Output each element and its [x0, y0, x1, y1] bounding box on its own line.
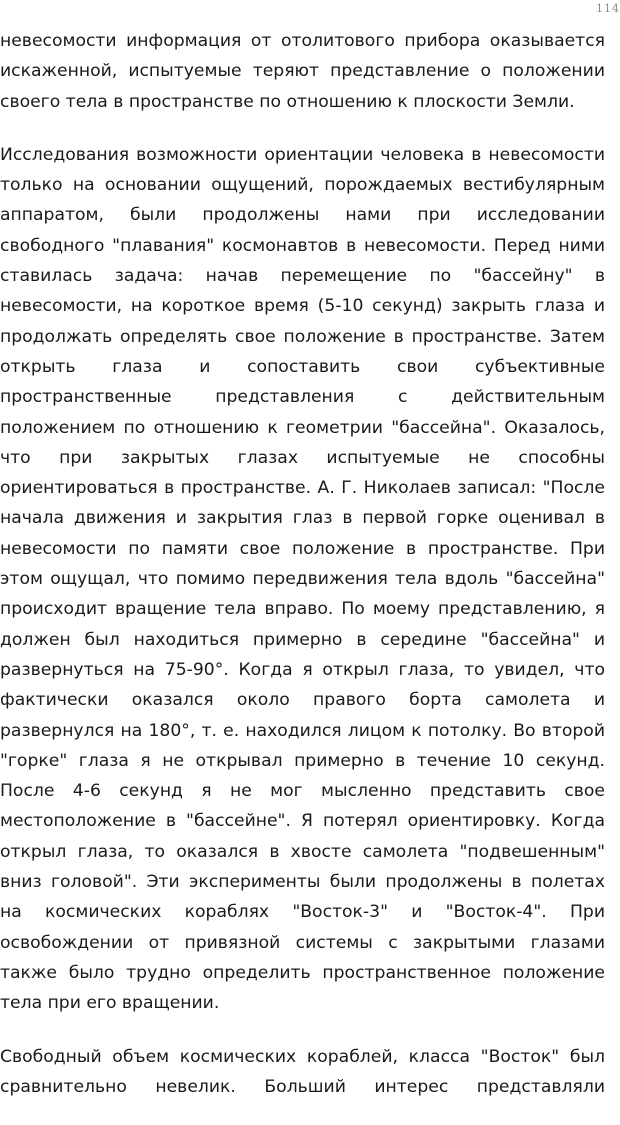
paragraph-vostok-volume: Свободный объем космических кораблей, класса "Восток" был сравнительно невелик. Больший интерес представляли — [0, 1046, 605, 1097]
page-number: 114 — [596, 2, 620, 15]
paragraph-experiments: Исследования возможности ориентации человека в невесомости только на основании ощущений, порождаемых вестибулярным аппаратом, были продолжены нами при исследовании свободного "плавания" космонавтов в невесомости. Перед ними ставилась задача: начав перемещение по "бассейну" в невесомости, на короткое время (5-10 секунд) закрыть глаза и продолжать определять свое положение в пространстве. Затем открыть глаза и сопоставить свои субъективные пространственные представления с действительным положением по отношению к геометрии "бассейна". Оказалось, что при закрытых глазах испытуемые не способны ориентироваться в пространстве. А. Г. Николаев записал: "После начала движения и закрытия глаз в первой горке оценивал в невесомости по памяти свое положение в пространстве. При этом ощущал, что помимо передвижения тела вдоль "бассейна" происходит вращение тела вправо. По моему представлению, я должен был находиться примерно в середине "бассейна" и развернуться на 75-90°. Когда я открыл глаза, то увидел, что фактически оказался около правого борта самолета и развернулся на 180°, т. е. находился лицом к потолку. Во второй "горке" глаза я не открывал примерно в течение 10 секунд. После 4-6 секунд я не мог мысленно представить свое местоположение в "бассейне". Я потерял ориентировку. Когда открыл глаза, то оказался в хвосте самолета "подвешенным" вниз головой". Эти эксперименты были продолжены в полетах на космических кораблях "Восток-3" и "Восток-4". При освобождении от привязной системы с закрытыми глазами также было трудно определить пространственное положение тела при его вращении. — [0, 144, 605, 1014]
paragraph-continuation: невесомости информация от отолитового прибора оказывается искаженной, испытуемые теряют представление о положении своего тела в пространстве по отношению к плоскости Земли. — [0, 31, 605, 112]
document-page — [0, 26, 605, 1125]
